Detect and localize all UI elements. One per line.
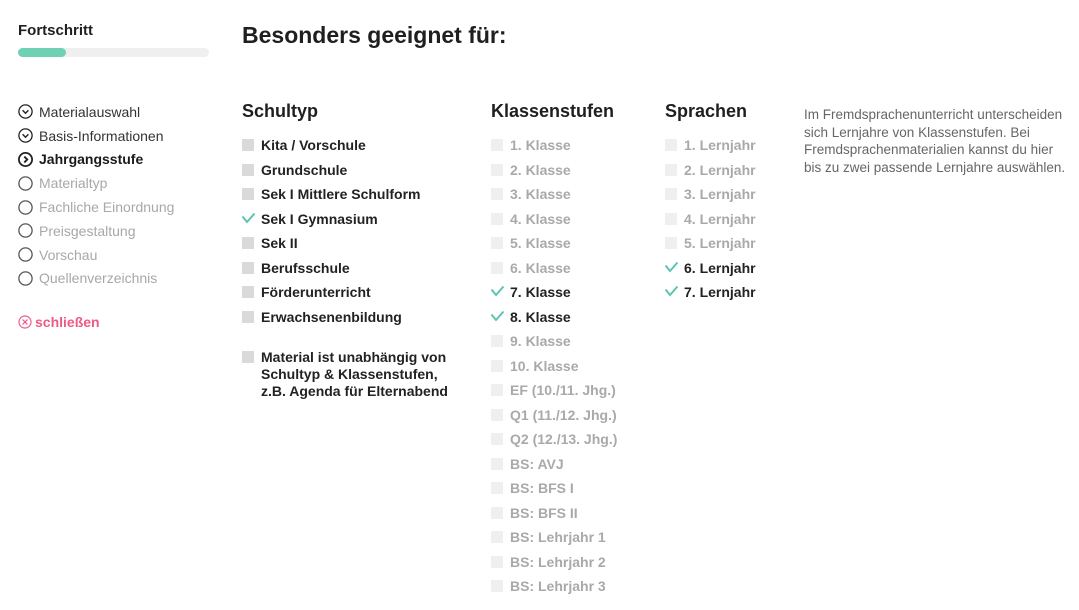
arrow-circle-icon (18, 152, 33, 167)
schultyp-option[interactable] (242, 231, 472, 256)
option-label: EF (10./11. Jhg.) (510, 382, 616, 399)
step-label: Basis-Informationen (39, 127, 164, 144)
schultyp-option[interactable] (242, 256, 472, 281)
option-label: BS: BFS I (510, 480, 574, 497)
klassenstufen-option (491, 207, 651, 232)
checkbox-box (491, 531, 503, 543)
klassenstufen-option (491, 476, 651, 501)
schultyp-options (242, 133, 472, 329)
checkbox-box (491, 188, 503, 200)
klassenstufen-options (491, 133, 651, 599)
sprachen-option (665, 231, 785, 256)
checkbox-box[interactable] (242, 286, 254, 298)
klassenstufen-option (491, 256, 651, 281)
klassenstufen-option[interactable] (491, 305, 651, 330)
checkbox-box (491, 433, 503, 445)
step-label: Quellenverzeichnis (39, 270, 158, 287)
step-item[interactable] (18, 124, 174, 148)
schultyp-option[interactable] (242, 133, 472, 158)
empty-circle-icon (18, 247, 33, 262)
option-label: Sek II (261, 235, 298, 252)
close-circle-icon (18, 315, 32, 329)
option-label: Berufsschule (261, 259, 350, 276)
klassenstufen-option (491, 231, 651, 256)
close-button[interactable] (18, 314, 100, 330)
checkmark-icon (490, 285, 505, 298)
klassenstufen-option (491, 501, 651, 526)
checkbox-box[interactable] (665, 286, 677, 298)
option-label: BS: Lehrjahr 3 (510, 578, 606, 595)
option-label: 7. Klasse (510, 284, 571, 301)
klassenstufen-option[interactable] (491, 280, 651, 305)
sprachen-option (665, 182, 785, 207)
klassenstufen-option (491, 452, 651, 477)
option-label: 5. Klasse (510, 235, 571, 252)
sprachen-option[interactable] (665, 256, 785, 281)
checkbox-box[interactable] (242, 188, 254, 200)
checkbox-box (491, 556, 503, 568)
close-label: schließen (35, 314, 100, 330)
schultyp-title: Schultyp (242, 101, 319, 121)
option-label: 4. Lernjahr (684, 210, 756, 227)
checkbox-box (491, 139, 503, 151)
progress-bar (18, 48, 209, 57)
sprachen-option[interactable] (665, 280, 785, 305)
step-item[interactable] (18, 100, 174, 124)
klassenstufen-option (491, 158, 651, 183)
option-label: Q2 (12./13. Jhg.) (510, 431, 618, 448)
checkbox-box (491, 482, 503, 494)
schultyp-option[interactable] (242, 305, 472, 330)
checkbox-box (491, 237, 503, 249)
option-label: 3. Lernjahr (684, 186, 756, 203)
option-label: 6. Klasse (510, 259, 571, 276)
sprachen-section (665, 101, 785, 305)
option-label: 1. Klasse (510, 137, 571, 154)
checkbox-box (491, 164, 503, 176)
option-label: 2. Klasse (510, 161, 571, 178)
option-label: Förderunterricht (261, 284, 371, 301)
option-label: 3. Klasse (510, 186, 571, 203)
checkbox-box[interactable] (491, 286, 503, 298)
empty-circle-icon (18, 271, 33, 286)
schultyp-option[interactable] (242, 158, 472, 183)
checkbox-box[interactable] (242, 237, 254, 249)
klassenstufen-option (491, 354, 651, 379)
option-label: 4. Klasse (510, 210, 571, 227)
option-label: 8. Klasse (510, 308, 571, 325)
step-label: Materialtyp (39, 175, 108, 192)
progress-title: Fortschritt (18, 22, 93, 39)
option-label: Grundschule (261, 161, 348, 178)
independent-label: Material ist unabhängig von Schultyp & Klassenstufen, z.B. Agenda für Elternabend (261, 349, 448, 399)
klassenstufen-section (491, 101, 651, 599)
checkbox-box[interactable] (242, 139, 254, 151)
klassenstufen-option (491, 403, 651, 428)
checkbox-box (491, 360, 503, 372)
checkbox-box (665, 188, 677, 200)
option-label: 10. Klasse (510, 357, 579, 374)
klassenstufen-option (491, 550, 651, 575)
step-item[interactable] (18, 148, 174, 172)
sprachen-option (665, 133, 785, 158)
option-label: Sek I Mittlere Schulform (261, 186, 421, 203)
checkbox-box (665, 237, 677, 249)
option-label: 7. Lernjahr (684, 284, 756, 301)
checkbox-box (665, 213, 677, 225)
schultyp-section (242, 101, 472, 400)
checkbox-box (491, 409, 503, 421)
checkbox-box[interactable] (491, 311, 503, 323)
step-label: Vorschau (39, 246, 98, 263)
klassenstufen-option (491, 329, 651, 354)
schultyp-option[interactable] (242, 280, 472, 305)
option-label: 2. Lernjahr (684, 161, 756, 178)
checkmark-icon (490, 310, 505, 323)
step-label: Materialauswahl (39, 103, 141, 120)
empty-circle-icon (18, 223, 33, 238)
checkbox-box (665, 164, 677, 176)
option-label: BS: AVJ (510, 455, 564, 472)
sprachen-option (665, 158, 785, 183)
step-list (18, 100, 174, 290)
checkbox-box[interactable] (242, 351, 254, 363)
checkbox-box (491, 262, 503, 274)
checkmark-icon (664, 285, 679, 298)
checkbox-box (491, 384, 503, 396)
checkbox-box[interactable] (242, 164, 254, 176)
checkbox-box (491, 213, 503, 225)
step-item[interactable] (18, 171, 174, 195)
info-text: Im Fremdsprachenunterricht unterscheiden sich Lernjahre von Klassenstufen. Bei Fremdsprachenmaterialien kannst du hier bis zu zwei passende Lernjahre auswählen. (804, 107, 1066, 175)
klassenstufen-option (491, 427, 651, 452)
checkbox-box (491, 458, 503, 470)
checkbox-box (491, 580, 503, 592)
klassenstufen-option (491, 182, 651, 207)
checkmark-icon (241, 212, 256, 225)
option-label: Sek I Gymnasium (261, 210, 378, 227)
option-label: 6. Lernjahr (684, 259, 756, 276)
option-label: 9. Klasse (510, 333, 571, 350)
step-item[interactable] (18, 243, 174, 267)
klassenstufen-option (491, 133, 651, 158)
sprachen-title: Sprachen (665, 101, 748, 121)
checkbox-box[interactable] (242, 311, 254, 323)
empty-circle-icon (18, 200, 33, 215)
checkbox-box (491, 507, 503, 519)
empty-circle-icon (18, 176, 33, 191)
step-label: Fachliche Einordnung (39, 199, 175, 216)
option-label: Kita / Vorschule (261, 137, 366, 154)
option-label: BS: Lehrjahr 2 (510, 553, 606, 570)
sprachen-option (665, 207, 785, 232)
independent-checkbox[interactable] (242, 349, 472, 400)
klassenstufen-option (491, 574, 651, 599)
option-label: Q1 (11./12. Jhg.) (510, 406, 617, 423)
sprachen-options (665, 133, 785, 305)
klassenstufen-option (491, 525, 651, 550)
klassenstufen-option (491, 378, 651, 403)
step-label: Preisgestaltung (39, 222, 136, 239)
step-item[interactable] (18, 195, 174, 219)
page-title: Besonders geeignet für: (242, 22, 507, 48)
check-circle-icon (18, 104, 33, 119)
schultyp-option[interactable] (242, 207, 472, 232)
checkmark-icon (664, 261, 679, 274)
checkbox-box (491, 335, 503, 347)
step-label: Jahrgangsstufe (39, 151, 144, 168)
checkbox-box[interactable] (665, 262, 677, 274)
klassenstufen-title: Klassenstufen (491, 101, 615, 121)
schultyp-option[interactable] (242, 182, 472, 207)
option-label: BS: Lehrjahr 1 (510, 529, 606, 546)
option-label: 5. Lernjahr (684, 235, 756, 252)
step-item[interactable] (18, 267, 174, 291)
option-label: Erwachsenenbildung (261, 308, 402, 325)
progress-bar-fill (18, 48, 66, 57)
step-item[interactable] (18, 219, 174, 243)
option-label: 1. Lernjahr (684, 137, 756, 154)
option-label: BS: BFS II (510, 504, 578, 521)
checkbox-box (665, 139, 677, 151)
check-circle-icon (18, 128, 33, 143)
checkbox-box[interactable] (242, 213, 254, 225)
checkbox-box[interactable] (242, 262, 254, 274)
